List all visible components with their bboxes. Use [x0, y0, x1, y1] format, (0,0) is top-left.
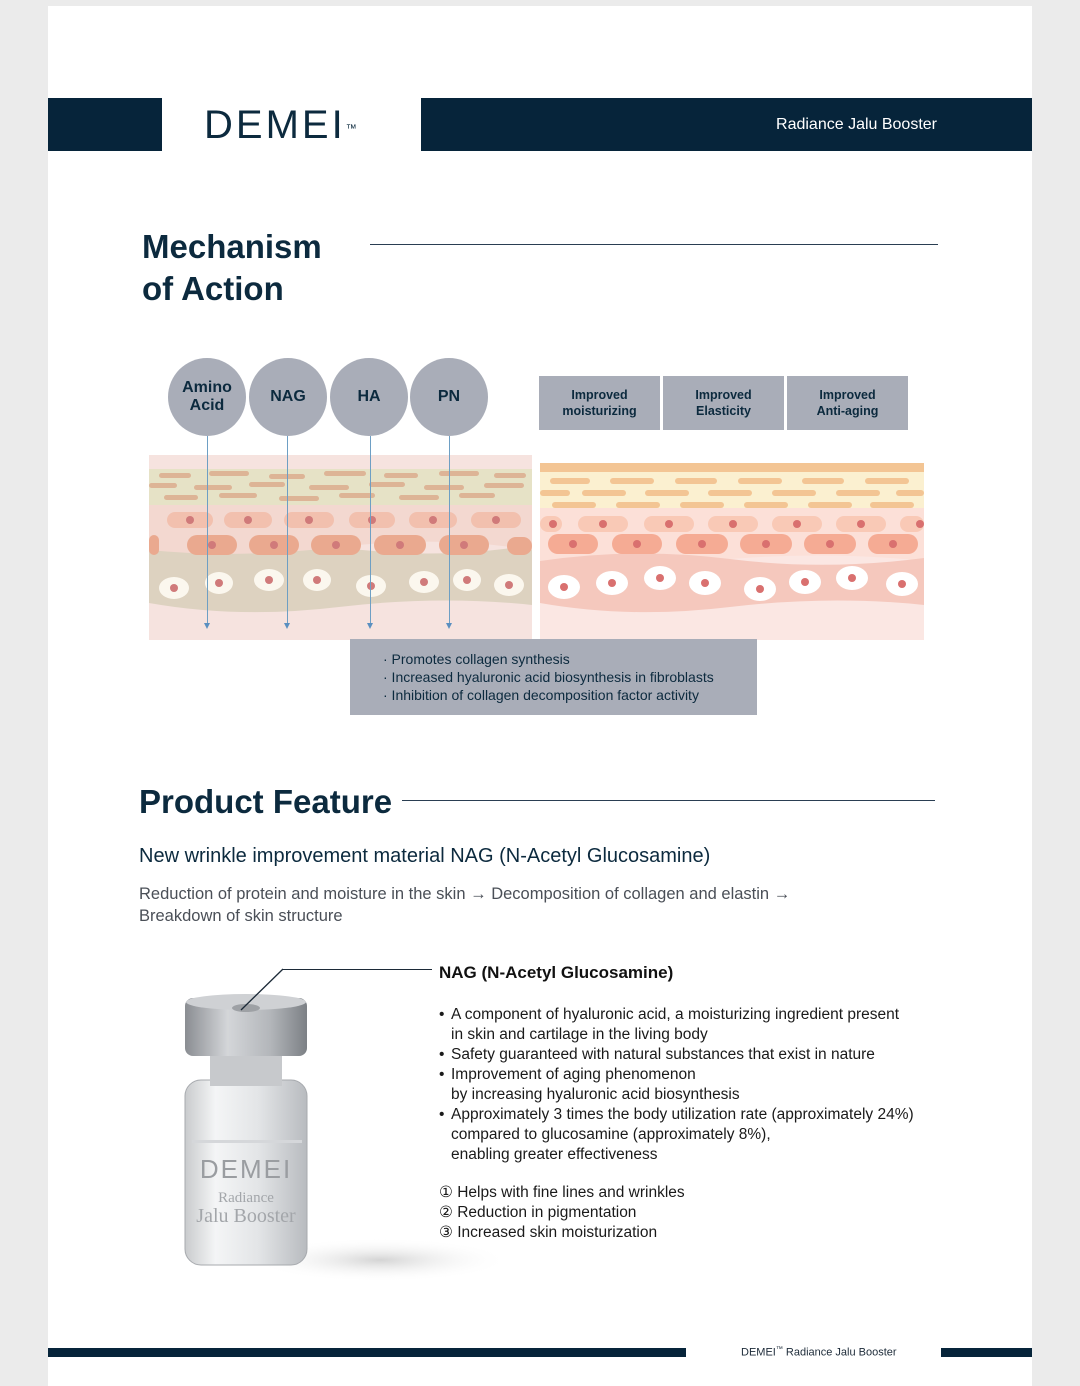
mechanism-title: Mechanism of Action [142, 228, 322, 307]
bullet-item: • Improvement of aging phenomenon by increasing hyaluronic acid biosynthesis [439, 1065, 959, 1105]
footer-text: DEMEI™ Radiance Jalu Booster [741, 1346, 897, 1359]
header-bar-left [48, 98, 162, 151]
ingredient-pn: PN [410, 358, 488, 436]
arrow-amino-acid [207, 436, 208, 623]
result-item: · Promotes collagen synthesis [383, 651, 570, 667]
arrowhead-nag [284, 623, 290, 629]
arrow-pn [449, 436, 450, 623]
header-product-title: Radiance Jalu Booster [776, 116, 937, 133]
arrow-nag [287, 436, 288, 623]
bullet-item: • Approximately 3 times the body utilization rate (approximately 24%) compared to glucosamine (approximately 8%), enabling greater effectiveness [439, 1105, 959, 1165]
brand-logo: DEMEI™ [204, 103, 357, 147]
footer-bar-right [941, 1348, 1032, 1357]
result-item: · Inhibition of collagen decomposition factor activity [383, 687, 699, 703]
vial-label-line1: Radiance [218, 1190, 274, 1206]
bullet-item: • Safety guaranteed with natural substances that exist in nature [439, 1045, 959, 1065]
arrowhead-ha [367, 623, 373, 629]
benefits-list [439, 1183, 685, 1243]
nag-bullet-list [439, 1005, 959, 1165]
effect-moisturizing: Improved moisturizing [539, 376, 660, 430]
ingredient-ha: HA [330, 358, 408, 436]
result-item: · Increased hyaluronic acid biosynthesis in fibroblasts [383, 669, 714, 685]
feature-rule [402, 800, 935, 801]
mechanism-results-box [350, 639, 757, 715]
benefit-item: ③ Increased skin moisturization [439, 1224, 658, 1241]
feature-description: Reduction of protein and moisture in the skin → Decomposition of collagen and elastin → Breakdown of skin structure [139, 885, 791, 925]
skin-after-illustration [540, 463, 924, 640]
benefit-item: ① Helps with fine lines and wrinkles [439, 1184, 685, 1201]
effect-elasticity: Improved Elasticity [663, 376, 784, 430]
arrowhead-amino-acid [204, 623, 210, 629]
mechanism-rule [370, 244, 938, 245]
callout-line-horizontal [282, 969, 432, 970]
effect-anti-aging: Improved Anti-aging [787, 376, 908, 430]
callout-line-diagonal [238, 968, 286, 1012]
feature-title: Product Feature [139, 783, 393, 820]
vial-label-brand: DEMEI [199, 1154, 293, 1184]
feature-subtitle: New wrinkle improvement material NAG (N-Acetyl Glucosamine) [139, 845, 711, 867]
ingredient-amino-acid: Amino Acid [168, 358, 246, 436]
header-bar-right [421, 98, 1032, 151]
benefit-item: ② Reduction in pigmentation [439, 1204, 637, 1221]
ingredient-nag: NAG [249, 358, 327, 436]
bullet-item: • A component of hyaluronic acid, a moisturizing ingredient present in skin and cartilage in the living body [439, 1005, 959, 1045]
nag-title: NAG (N-Acetyl Glucosamine) [439, 963, 674, 982]
arrowhead-pn [446, 623, 452, 629]
vial-label-line2: Jalu Booster [196, 1205, 296, 1227]
arrow-ha [370, 436, 371, 623]
footer-bar-left [48, 1348, 686, 1357]
